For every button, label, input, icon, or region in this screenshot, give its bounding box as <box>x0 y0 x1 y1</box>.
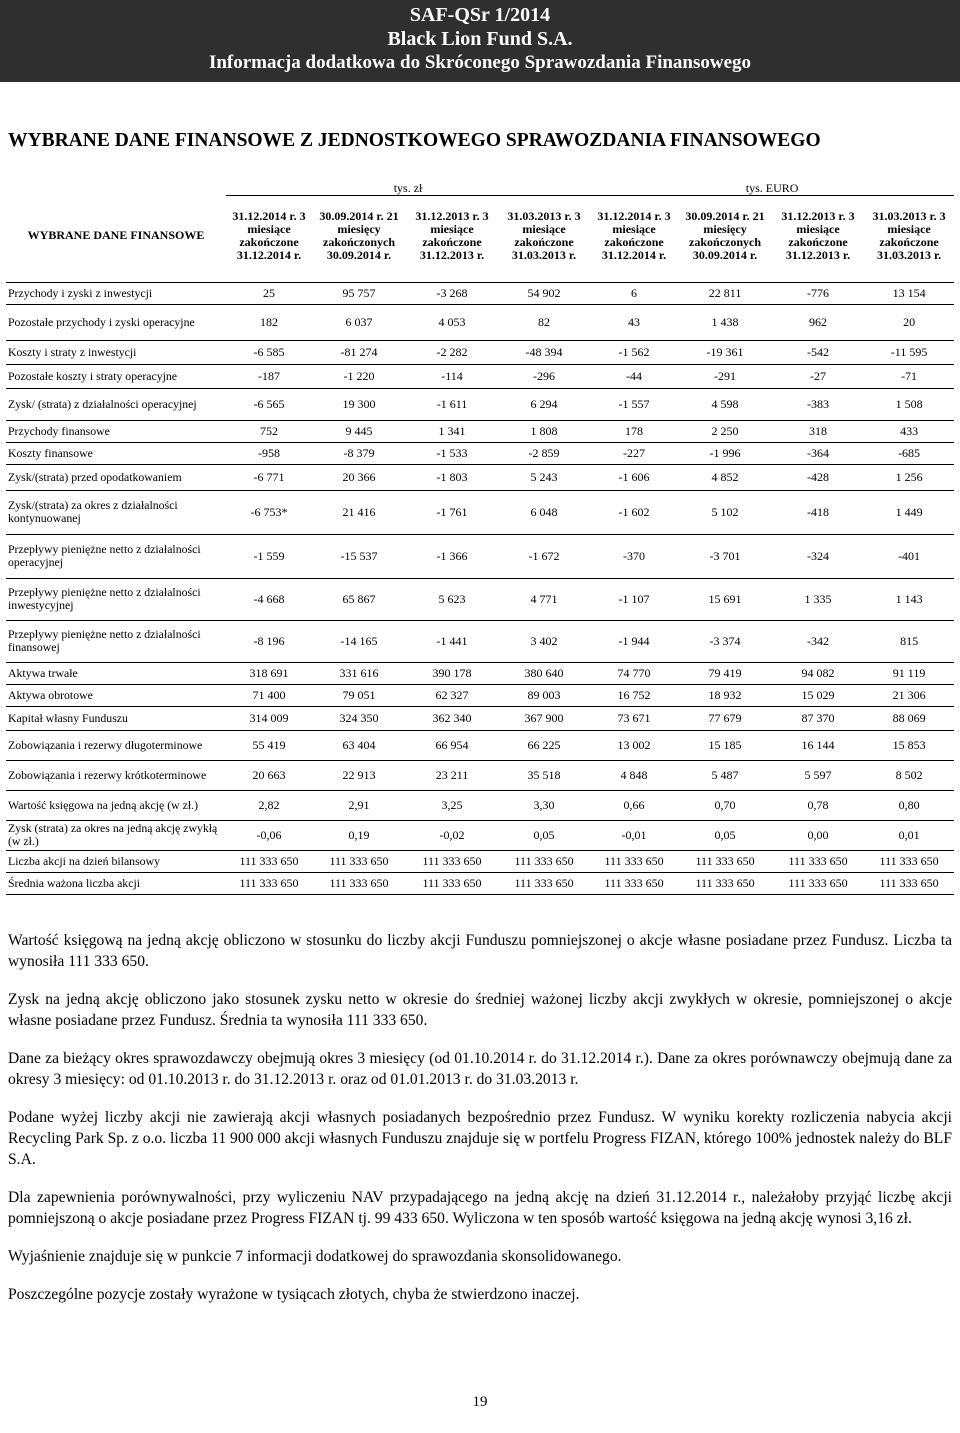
table-row <box>6 490 954 534</box>
table-row <box>6 684 954 706</box>
cell-value: 2,91 <box>312 790 406 820</box>
row-label: Aktywa trwałe <box>6 662 226 684</box>
cell-value: 16 144 <box>772 730 864 760</box>
cell-value: 111 333 650 <box>590 850 678 872</box>
cell-value: 1 808 <box>498 420 590 442</box>
cell-value: -187 <box>226 364 312 388</box>
page-number: 19 <box>472 1394 488 1410</box>
cell-value: -401 <box>864 534 954 578</box>
cell-value: 111 333 650 <box>772 850 864 872</box>
table-row <box>6 730 954 760</box>
cell-value: -8 379 <box>312 442 406 464</box>
cell-value: -6 753* <box>226 490 312 534</box>
cell-value: 433 <box>864 420 954 442</box>
cell-value: 2,82 <box>226 790 312 820</box>
cell-value: 4 852 <box>678 464 772 490</box>
cell-value: 13 002 <box>590 730 678 760</box>
cell-value: 15 185 <box>678 730 772 760</box>
cell-value: 20 <box>864 304 954 340</box>
cell-value: 111 333 650 <box>226 850 312 872</box>
table-caption: WYBRANE DANE FINANSOWE <box>27 228 205 242</box>
row-label: Liczba akcji na dzień bilansowy <box>6 850 226 872</box>
cell-value: 22 811 <box>678 282 772 304</box>
cell-value: 111 333 650 <box>864 872 954 894</box>
cell-value: 6 048 <box>498 490 590 534</box>
cell-value: 6 037 <box>312 304 406 340</box>
cell-value: -2 859 <box>498 442 590 464</box>
cell-value: -1 220 <box>312 364 406 388</box>
column-header: 30.09.2014 r. 21 miesięcy zakończonych 30.09.2014 r. <box>319 208 399 262</box>
cell-value: -1 672 <box>498 534 590 578</box>
cell-value: -71 <box>864 364 954 388</box>
note-paragraph: Dla zapewnienia porównywalności, przy wyliczeniu NAV przypadającego na jedną akcję na dzień 31.12.2014 r., należałoby przyjąć liczbę akcji pomniejszoną o akcje posiadane przez Progress FIZAN tj. 99 433 650. Wyliczona w ten sposób wartość księgowa na jedną akcję wynosi 3,16 zł. <box>8 1189 952 1227</box>
row-label: Pozostałe przychody i zyski operacyjne <box>6 304 226 340</box>
cell-value: 111 333 650 <box>498 850 590 872</box>
notes-section <box>8 930 952 1322</box>
cell-value: 0,70 <box>678 790 772 820</box>
table-row <box>6 578 954 620</box>
cell-value: 3 402 <box>498 620 590 662</box>
cell-value: 111 333 650 <box>678 872 772 894</box>
cell-value: 15 029 <box>772 684 864 706</box>
cell-value: -2 282 <box>406 340 498 364</box>
row-label: Zysk/ (strata) z działalności operacyjnej <box>6 388 226 420</box>
row-label: Przepływy pieniężne netto z działalności operacyjnej <box>6 534 226 578</box>
cell-value: -14 165 <box>312 620 406 662</box>
cell-value: -3 374 <box>678 620 772 662</box>
cell-value: -1 107 <box>590 578 678 620</box>
cell-value: 314 009 <box>226 706 312 730</box>
cell-value: 15 853 <box>864 730 954 760</box>
note-paragraph: Dane za bieżący okres sprawozdawczy obejmują okres 3 miesięcy (od 01.10.2014 r. do 31.12.2014 r.). Dane za okres porównawczy obejmują dane za okresy 3 miesięcy: od 01.10.2013 r. do 31.12.2013 r. oraz od 01.01.2013 r. do 31.03.2013 r. <box>8 1050 952 1088</box>
unit-eur-label: tys. EURO <box>590 176 954 196</box>
cell-value: 73 671 <box>590 706 678 730</box>
cell-value: -428 <box>772 464 864 490</box>
row-label: Aktywa obrotowe <box>6 684 226 706</box>
cell-value: 66 954 <box>406 730 498 760</box>
cell-value: -6 585 <box>226 340 312 364</box>
table-row <box>6 340 954 364</box>
cell-value: -8 196 <box>226 620 312 662</box>
cell-value: 178 <box>590 420 678 442</box>
cell-value: -1 761 <box>406 490 498 534</box>
cell-value: 815 <box>864 620 954 662</box>
note-paragraph: Wartość księgową na jedną akcję obliczono w stosunku do liczby akcji Funduszu pomniejszonej o akcje własne posiadane przez Fundusz. Liczba ta wynosiła 111 333 650. <box>8 932 952 970</box>
cell-value: -958 <box>226 442 312 464</box>
table-row <box>6 850 954 872</box>
cell-value: -6 565 <box>226 388 312 420</box>
cell-value: -44 <box>590 364 678 388</box>
row-label: Wartość księgowa na jedną akcję (w zł.) <box>6 790 226 820</box>
column-header: 31.12.2014 r. 3 miesiące zakończone 31.12.2014 r. <box>597 208 671 262</box>
cell-value: 1 449 <box>864 490 954 534</box>
table-row <box>6 282 954 304</box>
cell-value: 0,01 <box>864 820 954 850</box>
row-label: Zysk/(strata) przed opodatkowaniem <box>6 464 226 490</box>
row-label: Zysk/(strata) za okres z działalności kontynuowanej <box>6 490 226 534</box>
cell-value: 2 250 <box>678 420 772 442</box>
cell-value: 111 333 650 <box>772 872 864 894</box>
cell-value: 5 102 <box>678 490 772 534</box>
cell-value: 65 867 <box>312 578 406 620</box>
cell-value: 182 <box>226 304 312 340</box>
cell-value: 6 <box>590 282 678 304</box>
cell-value: 82 <box>498 304 590 340</box>
row-label: Przepływy pieniężne netto z działalności inwestycyjnej <box>6 578 226 620</box>
cell-value: -542 <box>772 340 864 364</box>
cell-value: -11 595 <box>864 340 954 364</box>
cell-value: 8 502 <box>864 760 954 790</box>
cell-value: 0,78 <box>772 790 864 820</box>
document-header <box>0 0 960 82</box>
cell-value: 5 597 <box>772 760 864 790</box>
table-row <box>6 304 954 340</box>
table-row <box>6 662 954 684</box>
table-row <box>6 790 954 820</box>
cell-value: 15 691 <box>678 578 772 620</box>
table-row <box>6 872 954 894</box>
cell-value: 4 053 <box>406 304 498 340</box>
cell-value: 0,00 <box>772 820 864 850</box>
cell-value: 0,05 <box>678 820 772 850</box>
cell-value: 318 <box>772 420 864 442</box>
cell-value: 4 598 <box>678 388 772 420</box>
cell-value: 4 848 <box>590 760 678 790</box>
cell-value: -3 701 <box>678 534 772 578</box>
cell-value: 55 419 <box>226 730 312 760</box>
table-row <box>6 442 954 464</box>
section-title: WYBRANE DANE FINANSOWE Z JEDNOSTKOWEGO SPRAWOZDANIA FINANSOWEGO <box>8 130 821 151</box>
note-paragraph: Wyjaśnienie znajduje się w punkcie 7 informacji dodatkowej do sprawozdania skonsolidowanego. <box>8 1248 622 1265</box>
cell-value: 324 350 <box>312 706 406 730</box>
cell-value: 87 370 <box>772 706 864 730</box>
cell-value: -1 803 <box>406 464 498 490</box>
column-header: 30.09.2014 r. 21 miesięcy zakończonych 30.09.2014 r. <box>685 208 765 262</box>
cell-value: -1 606 <box>590 464 678 490</box>
table-row <box>6 534 954 578</box>
row-label: Koszty i straty z inwestycji <box>6 340 226 364</box>
cell-value: -296 <box>498 364 590 388</box>
cell-value: 25 <box>226 282 312 304</box>
table-row <box>6 820 954 850</box>
cell-value: 4 771 <box>498 578 590 620</box>
row-label: Przepływy pieniężne netto z działalności finansowej <box>6 620 226 662</box>
cell-value: 0,66 <box>590 790 678 820</box>
cell-value: 3,25 <box>406 790 498 820</box>
cell-value: -1 533 <box>406 442 498 464</box>
cell-value: -1 441 <box>406 620 498 662</box>
cell-value: 71 400 <box>226 684 312 706</box>
cell-value: 1 438 <box>678 304 772 340</box>
row-label: Pozostałe koszty i straty operacyjne <box>6 364 226 388</box>
cell-value: 1 341 <box>406 420 498 442</box>
cell-value: 13 154 <box>864 282 954 304</box>
cell-value: 111 333 650 <box>406 850 498 872</box>
row-label: Zobowiązania i rezerwy krótkoterminowe <box>6 760 226 790</box>
table-row <box>6 464 954 490</box>
row-label: Przychody i zyski z inwestycji <box>6 282 226 304</box>
row-label: Kapitał własny Funduszu <box>6 706 226 730</box>
cell-value: 43 <box>590 304 678 340</box>
cell-value: -1 559 <box>226 534 312 578</box>
table-row <box>6 420 954 442</box>
cell-value: 111 333 650 <box>312 850 406 872</box>
cell-value: 19 300 <box>312 388 406 420</box>
cell-value: 3,30 <box>498 790 590 820</box>
cell-value: 62 327 <box>406 684 498 706</box>
column-header: 31.12.2014 r. 3 miesiące zakończone 31.12.2014 r. <box>232 208 306 262</box>
cell-value: 1 143 <box>864 578 954 620</box>
cell-value: 88 069 <box>864 706 954 730</box>
cell-value: -324 <box>772 534 864 578</box>
cell-value: 79 419 <box>678 662 772 684</box>
cell-value: 79 051 <box>312 684 406 706</box>
cell-value: 74 770 <box>590 662 678 684</box>
cell-value: 0,80 <box>864 790 954 820</box>
cell-value: 6 294 <box>498 388 590 420</box>
cell-value: -48 394 <box>498 340 590 364</box>
cell-value: 77 679 <box>678 706 772 730</box>
table-row <box>6 388 954 420</box>
cell-value: 390 178 <box>406 662 498 684</box>
cell-value: 0,05 <box>498 820 590 850</box>
cell-value: -1 944 <box>590 620 678 662</box>
report-code: SAF-QSr 1/2014 <box>409 4 551 26</box>
cell-value: 66 225 <box>498 730 590 760</box>
cell-value: -81 274 <box>312 340 406 364</box>
cell-value: -1 611 <box>406 388 498 420</box>
cell-value: -19 361 <box>678 340 772 364</box>
unit-pln-label: tys. zł <box>226 176 590 196</box>
cell-value: -1 557 <box>590 388 678 420</box>
cell-value: -370 <box>590 534 678 578</box>
cell-value: -342 <box>772 620 864 662</box>
cell-value: 91 119 <box>864 662 954 684</box>
cell-value: -6 771 <box>226 464 312 490</box>
cell-value: 362 340 <box>406 706 498 730</box>
cell-value: 367 900 <box>498 706 590 730</box>
cell-value: 5 243 <box>498 464 590 490</box>
cell-value: -776 <box>772 282 864 304</box>
cell-value: -3 268 <box>406 282 498 304</box>
cell-value: 111 333 650 <box>406 872 498 894</box>
column-header: 31.12.2013 r. 3 miesiące zakończone 31.12.2013 r. <box>415 208 489 262</box>
cell-value: 5 487 <box>678 760 772 790</box>
column-header: 31.03.2013 r. 3 miesiące zakończone 31.03.2013 r. <box>872 208 946 262</box>
cell-value: 16 752 <box>590 684 678 706</box>
note-paragraph: Poszczególne pozycje zostały wyrażone w tysiącach złotych, chyba że stwierdzono inaczej. <box>8 1286 580 1303</box>
cell-value: -15 537 <box>312 534 406 578</box>
cell-value: 1 508 <box>864 388 954 420</box>
column-header: 31.03.2013 r. 3 miesiące zakończone 31.03.2013 r. <box>507 208 581 262</box>
cell-value: 111 333 650 <box>498 872 590 894</box>
table-row <box>6 706 954 730</box>
cell-value: -291 <box>678 364 772 388</box>
cell-value: 23 211 <box>406 760 498 790</box>
cell-value: -685 <box>864 442 954 464</box>
financial-data-table <box>6 176 954 895</box>
cell-value: 111 333 650 <box>590 872 678 894</box>
cell-value: 111 333 650 <box>678 850 772 872</box>
note-paragraph: Podane wyżej liczby akcji nie zawierają akcji własnych posiadanych bezpośrednio przez Fundusz. W wyniku korekty rozliczenia nabycia akcji Recycling Park Sp. z o.o. liczba 11 900 000 akcji własnych Funduszu znajduje się w portfelu Progress FIZAN, którego 100% jednostek należy do BLF S.A. <box>8 1109 952 1168</box>
cell-value: -1 562 <box>590 340 678 364</box>
cell-value: -1 602 <box>590 490 678 534</box>
cell-value: 35 518 <box>498 760 590 790</box>
cell-value: 318 691 <box>226 662 312 684</box>
table-row <box>6 760 954 790</box>
cell-value: -114 <box>406 364 498 388</box>
company-name: Black Lion Fund S.A. <box>387 28 573 50</box>
cell-value: 111 333 650 <box>312 872 406 894</box>
row-label: Zysk (strata) za okres na jedną akcję zwykłą (w zł.) <box>6 820 226 850</box>
cell-value: 962 <box>772 304 864 340</box>
cell-value: -364 <box>772 442 864 464</box>
cell-value: 63 404 <box>312 730 406 760</box>
cell-value: 89 003 <box>498 684 590 706</box>
cell-value: -418 <box>772 490 864 534</box>
table-row <box>6 364 954 388</box>
cell-value: 111 333 650 <box>864 850 954 872</box>
cell-value: 331 616 <box>312 662 406 684</box>
cell-value: 5 623 <box>406 578 498 620</box>
row-label: Zobowiązania i rezerwy długoterminowe <box>6 730 226 760</box>
note-paragraph: Zysk na jedną akcję obliczono jako stosunek zysku netto w okresie do średniej ważonej liczby akcji zwykłych w okresie, pomniejszonej o akcje własne posiadane przez Fundusz. Średnia ta wynosiła 111 333 650. <box>8 991 952 1029</box>
cell-value: 9 445 <box>312 420 406 442</box>
cell-value: 380 640 <box>498 662 590 684</box>
row-label: Przychody finansowe <box>6 420 226 442</box>
cell-value: 54 902 <box>498 282 590 304</box>
cell-value: 95 757 <box>312 282 406 304</box>
cell-value: 18 932 <box>678 684 772 706</box>
cell-value: 20 366 <box>312 464 406 490</box>
cell-value: 21 416 <box>312 490 406 534</box>
cell-value: 111 333 650 <box>226 872 312 894</box>
cell-value: -383 <box>772 388 864 420</box>
row-label: Koszty finansowe <box>6 442 226 464</box>
cell-value: -4 668 <box>226 578 312 620</box>
cell-value: -0,01 <box>590 820 678 850</box>
cell-value: -0,06 <box>226 820 312 850</box>
cell-value: 1 335 <box>772 578 864 620</box>
row-label: Średnia ważona liczba akcji <box>6 872 226 894</box>
cell-value: -227 <box>590 442 678 464</box>
cell-value: 20 663 <box>226 760 312 790</box>
cell-value: 94 082 <box>772 662 864 684</box>
cell-value: 22 913 <box>312 760 406 790</box>
cell-value: 752 <box>226 420 312 442</box>
cell-value: -1 996 <box>678 442 772 464</box>
table-row <box>6 620 954 662</box>
cell-value: -27 <box>772 364 864 388</box>
cell-value: 0,19 <box>312 820 406 850</box>
cell-value: -0,02 <box>406 820 498 850</box>
report-subtitle: Informacja dodatkowa do Skróconego Sprawozdania Finansowego <box>208 52 752 73</box>
cell-value: -1 366 <box>406 534 498 578</box>
cell-value: 21 306 <box>864 684 954 706</box>
column-header: 31.12.2013 r. 3 miesiące zakończone 31.12.2013 r. <box>781 208 855 262</box>
cell-value: 1 256 <box>864 464 954 490</box>
